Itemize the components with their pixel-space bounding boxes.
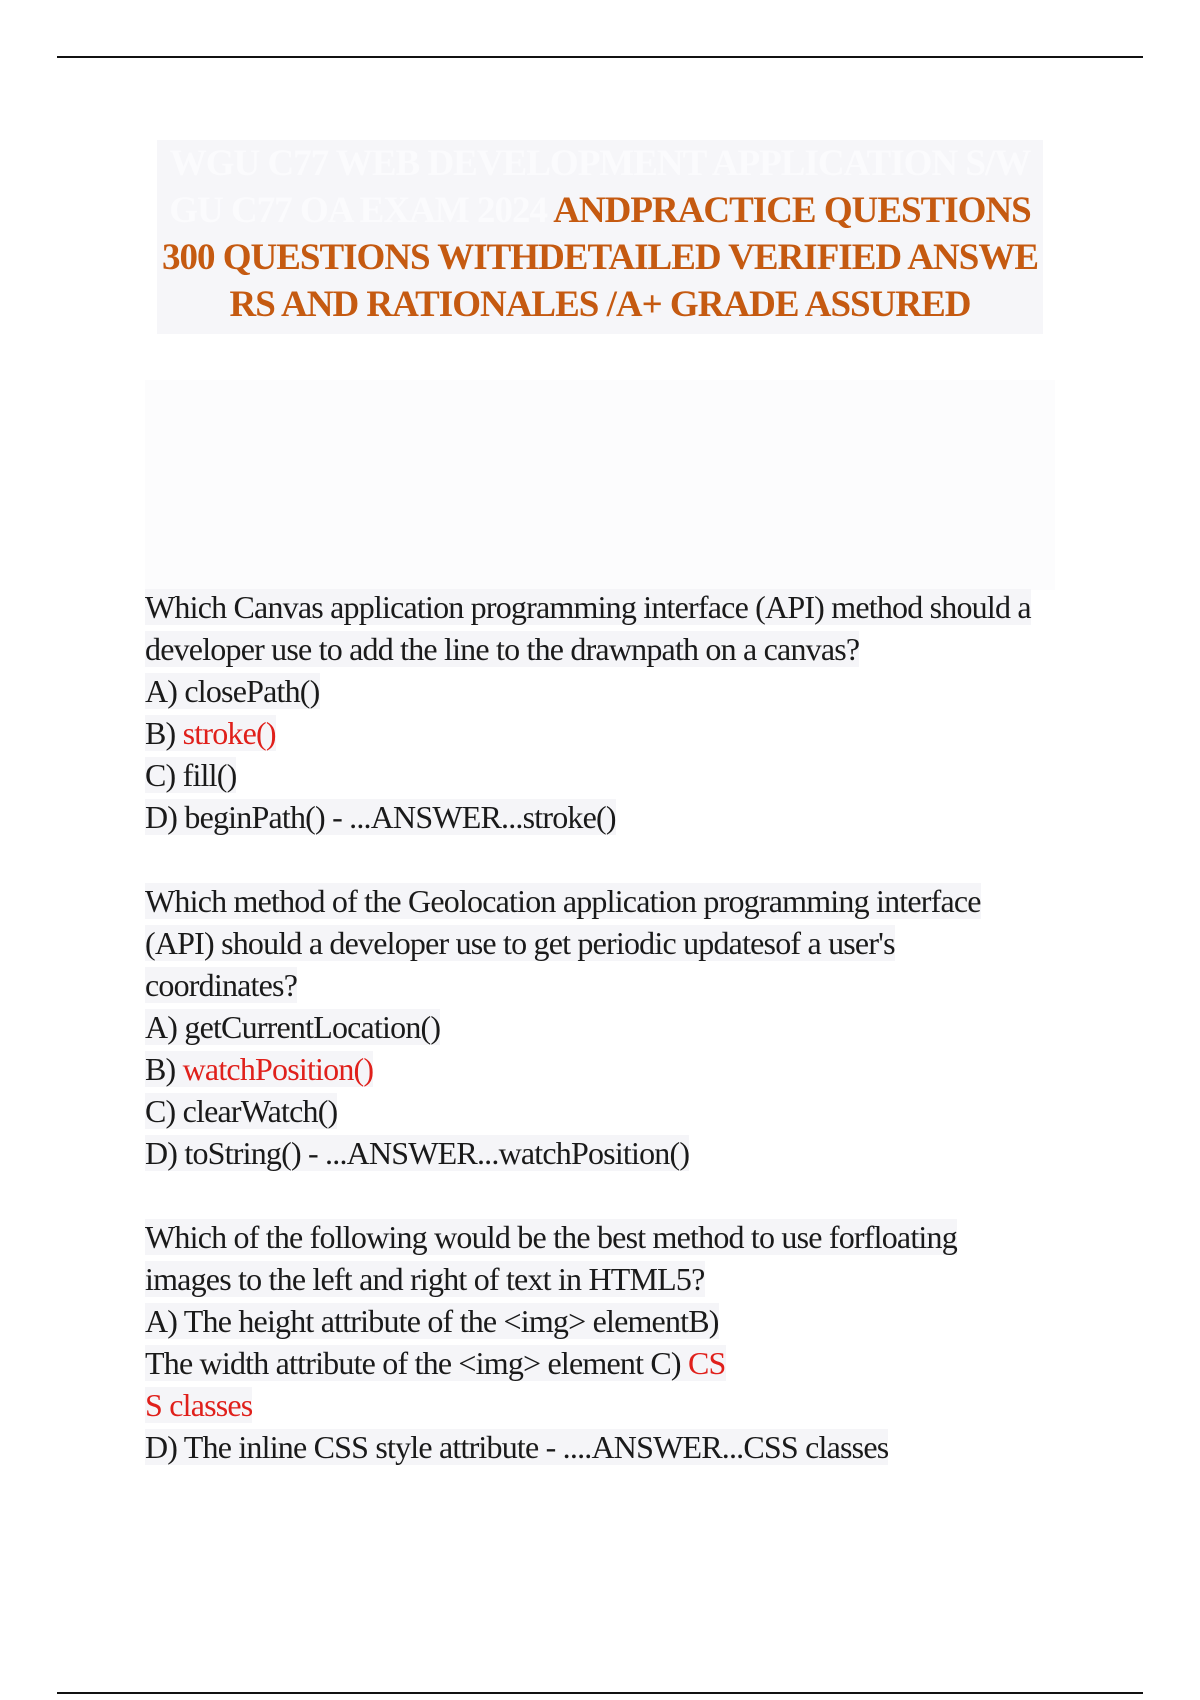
option-c: C) fill() bbox=[145, 757, 237, 793]
question-1 bbox=[145, 586, 1045, 838]
correct-answer-highlight: stroke() bbox=[182, 715, 276, 751]
option-b bbox=[145, 1051, 373, 1087]
question-3 bbox=[145, 1216, 1045, 1468]
option-c: C) clearWatch() bbox=[145, 1093, 338, 1129]
question-stem: Which of the following would be the best method to use forfloating images to the left and right of text in HTML5? bbox=[145, 1219, 957, 1297]
document-title bbox=[157, 140, 1043, 334]
correct-answer-highlight: CS bbox=[687, 1345, 726, 1381]
correct-answer-highlight: watchPosition() bbox=[182, 1051, 374, 1087]
title-visible-text: ANDPRACTICE QUESTIONS 300 QUESTIONS WITHDETAILED VERIFIED ANSWERS AND RATIONALES /A+ GRADE ASSURED bbox=[161, 190, 1039, 325]
top-rule bbox=[57, 56, 1143, 58]
option-a: A) getCurrentLocation() bbox=[145, 1009, 441, 1045]
option-d-answer: D) The inline CSS style attribute - ....ANSWER...CSS classes bbox=[145, 1429, 889, 1465]
bottom-rule bbox=[57, 1692, 1143, 1694]
options-a-b: A) The height attribute of the <img> elementB) bbox=[145, 1303, 719, 1339]
options-b-c bbox=[145, 1345, 726, 1381]
option-d-answer: D) toString() - ...ANSWER...watchPosition() bbox=[145, 1135, 690, 1171]
questions-list bbox=[145, 586, 1045, 1510]
faded-background-panel bbox=[145, 380, 1055, 590]
title-faded-text: WGU C77 WEB DEVELOPMENT APPLICATION S/WGU C77 OA EXAM 2024 bbox=[169, 143, 1031, 231]
option-b-prefix: B) bbox=[145, 1051, 183, 1087]
option-b bbox=[145, 715, 276, 751]
question-2 bbox=[145, 880, 1045, 1174]
question-stem: Which method of the Geolocation application programming interface (API) should a developer use to get periodic updatesof a user's coordinates? bbox=[145, 883, 981, 1003]
correct-answer-continuation: S classes bbox=[145, 1387, 253, 1423]
question-stem: Which Canvas application programming interface (API) method should a developer use to add the line to the drawnpath on a canvas? bbox=[145, 589, 1031, 667]
options-b-c-prefix: The width attribute of the <img> element C) bbox=[145, 1345, 688, 1381]
option-d-answer: D) beginPath() - ...ANSWER...stroke() bbox=[145, 799, 616, 835]
option-a: A) closePath() bbox=[145, 673, 320, 709]
option-b-prefix: B) bbox=[145, 715, 183, 751]
